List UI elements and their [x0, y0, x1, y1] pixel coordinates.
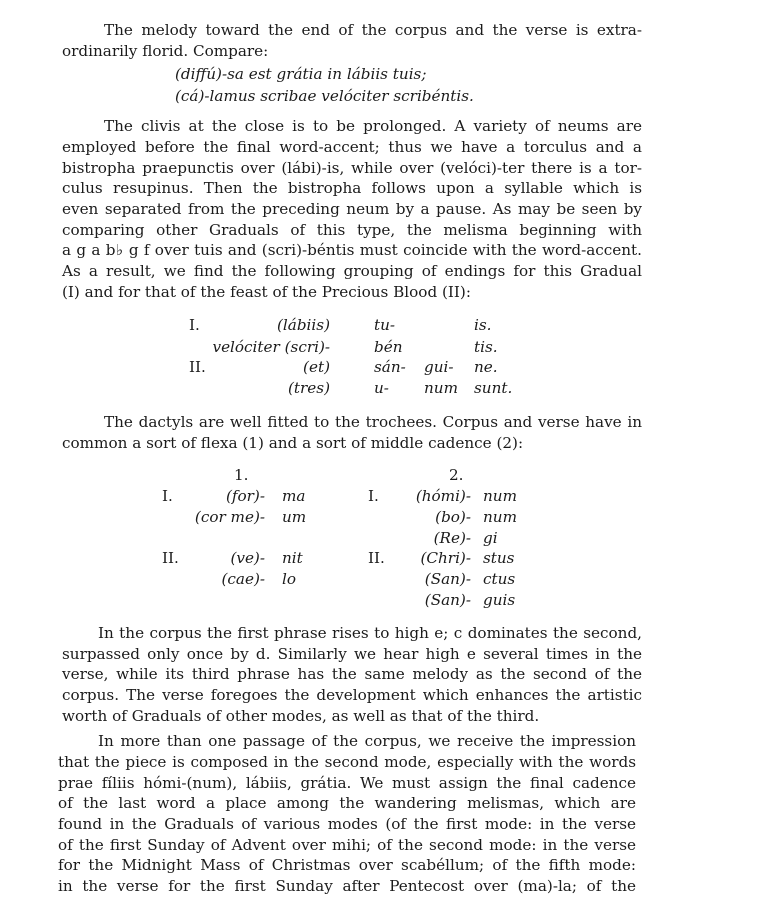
table-cell: (cae)- [221, 570, 265, 588]
table-cell: velóciter (scri)- [212, 338, 330, 356]
text-line: found in the Graduals of various modes (of the first mode: in the verse [58, 815, 636, 833]
table-cell: lo [282, 570, 297, 588]
latin-quote-line: (cá)-lamus scribae velóciter scribéntis. [175, 87, 474, 105]
column-heading: 1. [234, 466, 249, 484]
text-line: In the corpus the first phrase rises to high e; c dominates the second, [98, 624, 642, 642]
text-line: (I) and for that of the feast of the Precious Blood (II): [62, 283, 471, 301]
latin-quote-line: (diffú)-sa est grátia in lábiis tuis; [175, 65, 427, 83]
text-line: prae fíliis hómi-(num), lábiis, grátia. We must assign the final cadence [58, 774, 636, 792]
row-numeral: II. [189, 358, 206, 376]
table-cell: tu- [374, 316, 396, 334]
table-cell: (tres) [288, 379, 330, 397]
table-cell: is. [474, 316, 492, 334]
table-cell: tis. [474, 338, 498, 356]
table-cell: u- [374, 379, 389, 397]
table-cell: nit [282, 549, 303, 567]
text-line: corpus. The verse foregoes the development which enhances the artistic [62, 686, 642, 704]
row-numeral: II. [162, 549, 179, 567]
text-line: The clivis at the close is to be prolonged. A variety of neums are [104, 117, 642, 135]
text-line: comparing other Graduals of this type, the melisma beginning with [62, 221, 642, 239]
table-cell: ma [282, 487, 306, 505]
text-line: verse, while its third phrase has the same melody as the second of the [62, 665, 642, 683]
row-numeral: I. [189, 316, 200, 334]
table-cell: (et) [303, 358, 330, 376]
table-cell: gi [483, 529, 498, 547]
row-numeral: I. [162, 487, 173, 505]
table-cell: (for)- [225, 487, 265, 505]
text-line: that the piece is composed in the second mode, especially with the words [58, 753, 636, 771]
table-cell: um [282, 508, 307, 526]
text-line: surpassed only once by d. Similarly we hear high e several times in the [62, 645, 642, 663]
table-cell: (lábiis) [277, 316, 330, 334]
text-line: a g a b♭ g f over tuis and (scri)-béntis must coincide with the word-accent. [62, 241, 642, 259]
text-line: bistropha praepunctis over (lábi)-is, while over (velóci)-ter there is a tor- [62, 159, 642, 177]
table-cell: stus [483, 549, 515, 567]
table-cell: (cor me)- [194, 508, 265, 526]
table-cell: guis [483, 591, 516, 609]
text-line: of the first Sunday of Advent over mihi; of the second mode: in the verse [58, 836, 636, 854]
table-cell: sán- [374, 358, 406, 376]
table-cell: gui- [424, 358, 454, 376]
text-line: even separated from the preceding neum by a pause. As may be seen by [62, 200, 642, 218]
table-cell: (Re)- [433, 529, 471, 547]
text-line: employed before the final word-accent; thus we have a torculus and a [62, 138, 642, 156]
text-line: common a sort of flexa (1) and a sort of middle cadence (2): [62, 434, 524, 452]
text-line: ordinarily florid. Compare: [62, 42, 269, 60]
column-heading: 2. [449, 466, 464, 484]
table-cell: (bo)- [435, 508, 471, 526]
table-cell: num [424, 379, 458, 397]
table-cell: (ve)- [230, 549, 265, 567]
table-cell: (San)- [424, 570, 471, 588]
text-line: worth of Graduals of other modes, as well as that of the third. [62, 707, 540, 725]
text-line: for the Midnight Mass of Christmas over scabéllum; of the fifth mode: [58, 856, 636, 874]
table-cell: bén [374, 338, 403, 356]
table-cell: ctus [483, 570, 516, 588]
table-cell: num [483, 508, 517, 526]
text-line: In more than one passage of the corpus, we receive the impression [98, 732, 636, 750]
text-line: of the last word a place among the wandering melismas, which are [58, 794, 636, 812]
row-numeral: I. [368, 487, 379, 505]
text-line: As a result, we find the following grouping of endings for this Gradual [62, 262, 642, 280]
table-cell: sunt. [474, 379, 513, 397]
table-cell: (hómi)- [415, 487, 471, 505]
text-line: The melody toward the end of the corpus and the verse is extra- [104, 21, 642, 39]
text-line: culus resupinus. Then the bistropha follows upon a syllable which is [62, 179, 642, 197]
table-cell: (San)- [424, 591, 471, 609]
row-numeral: II. [368, 549, 385, 567]
text-line: The dactyls are well fitted to the trochees. Corpus and verse have in [104, 413, 642, 431]
table-cell: (Chri)- [420, 549, 471, 567]
table-cell: ne. [474, 358, 498, 376]
text-line: in the verse for the first Sunday after Pentecost over (ma)-la; of the [58, 877, 636, 895]
table-cell: num [483, 487, 517, 505]
